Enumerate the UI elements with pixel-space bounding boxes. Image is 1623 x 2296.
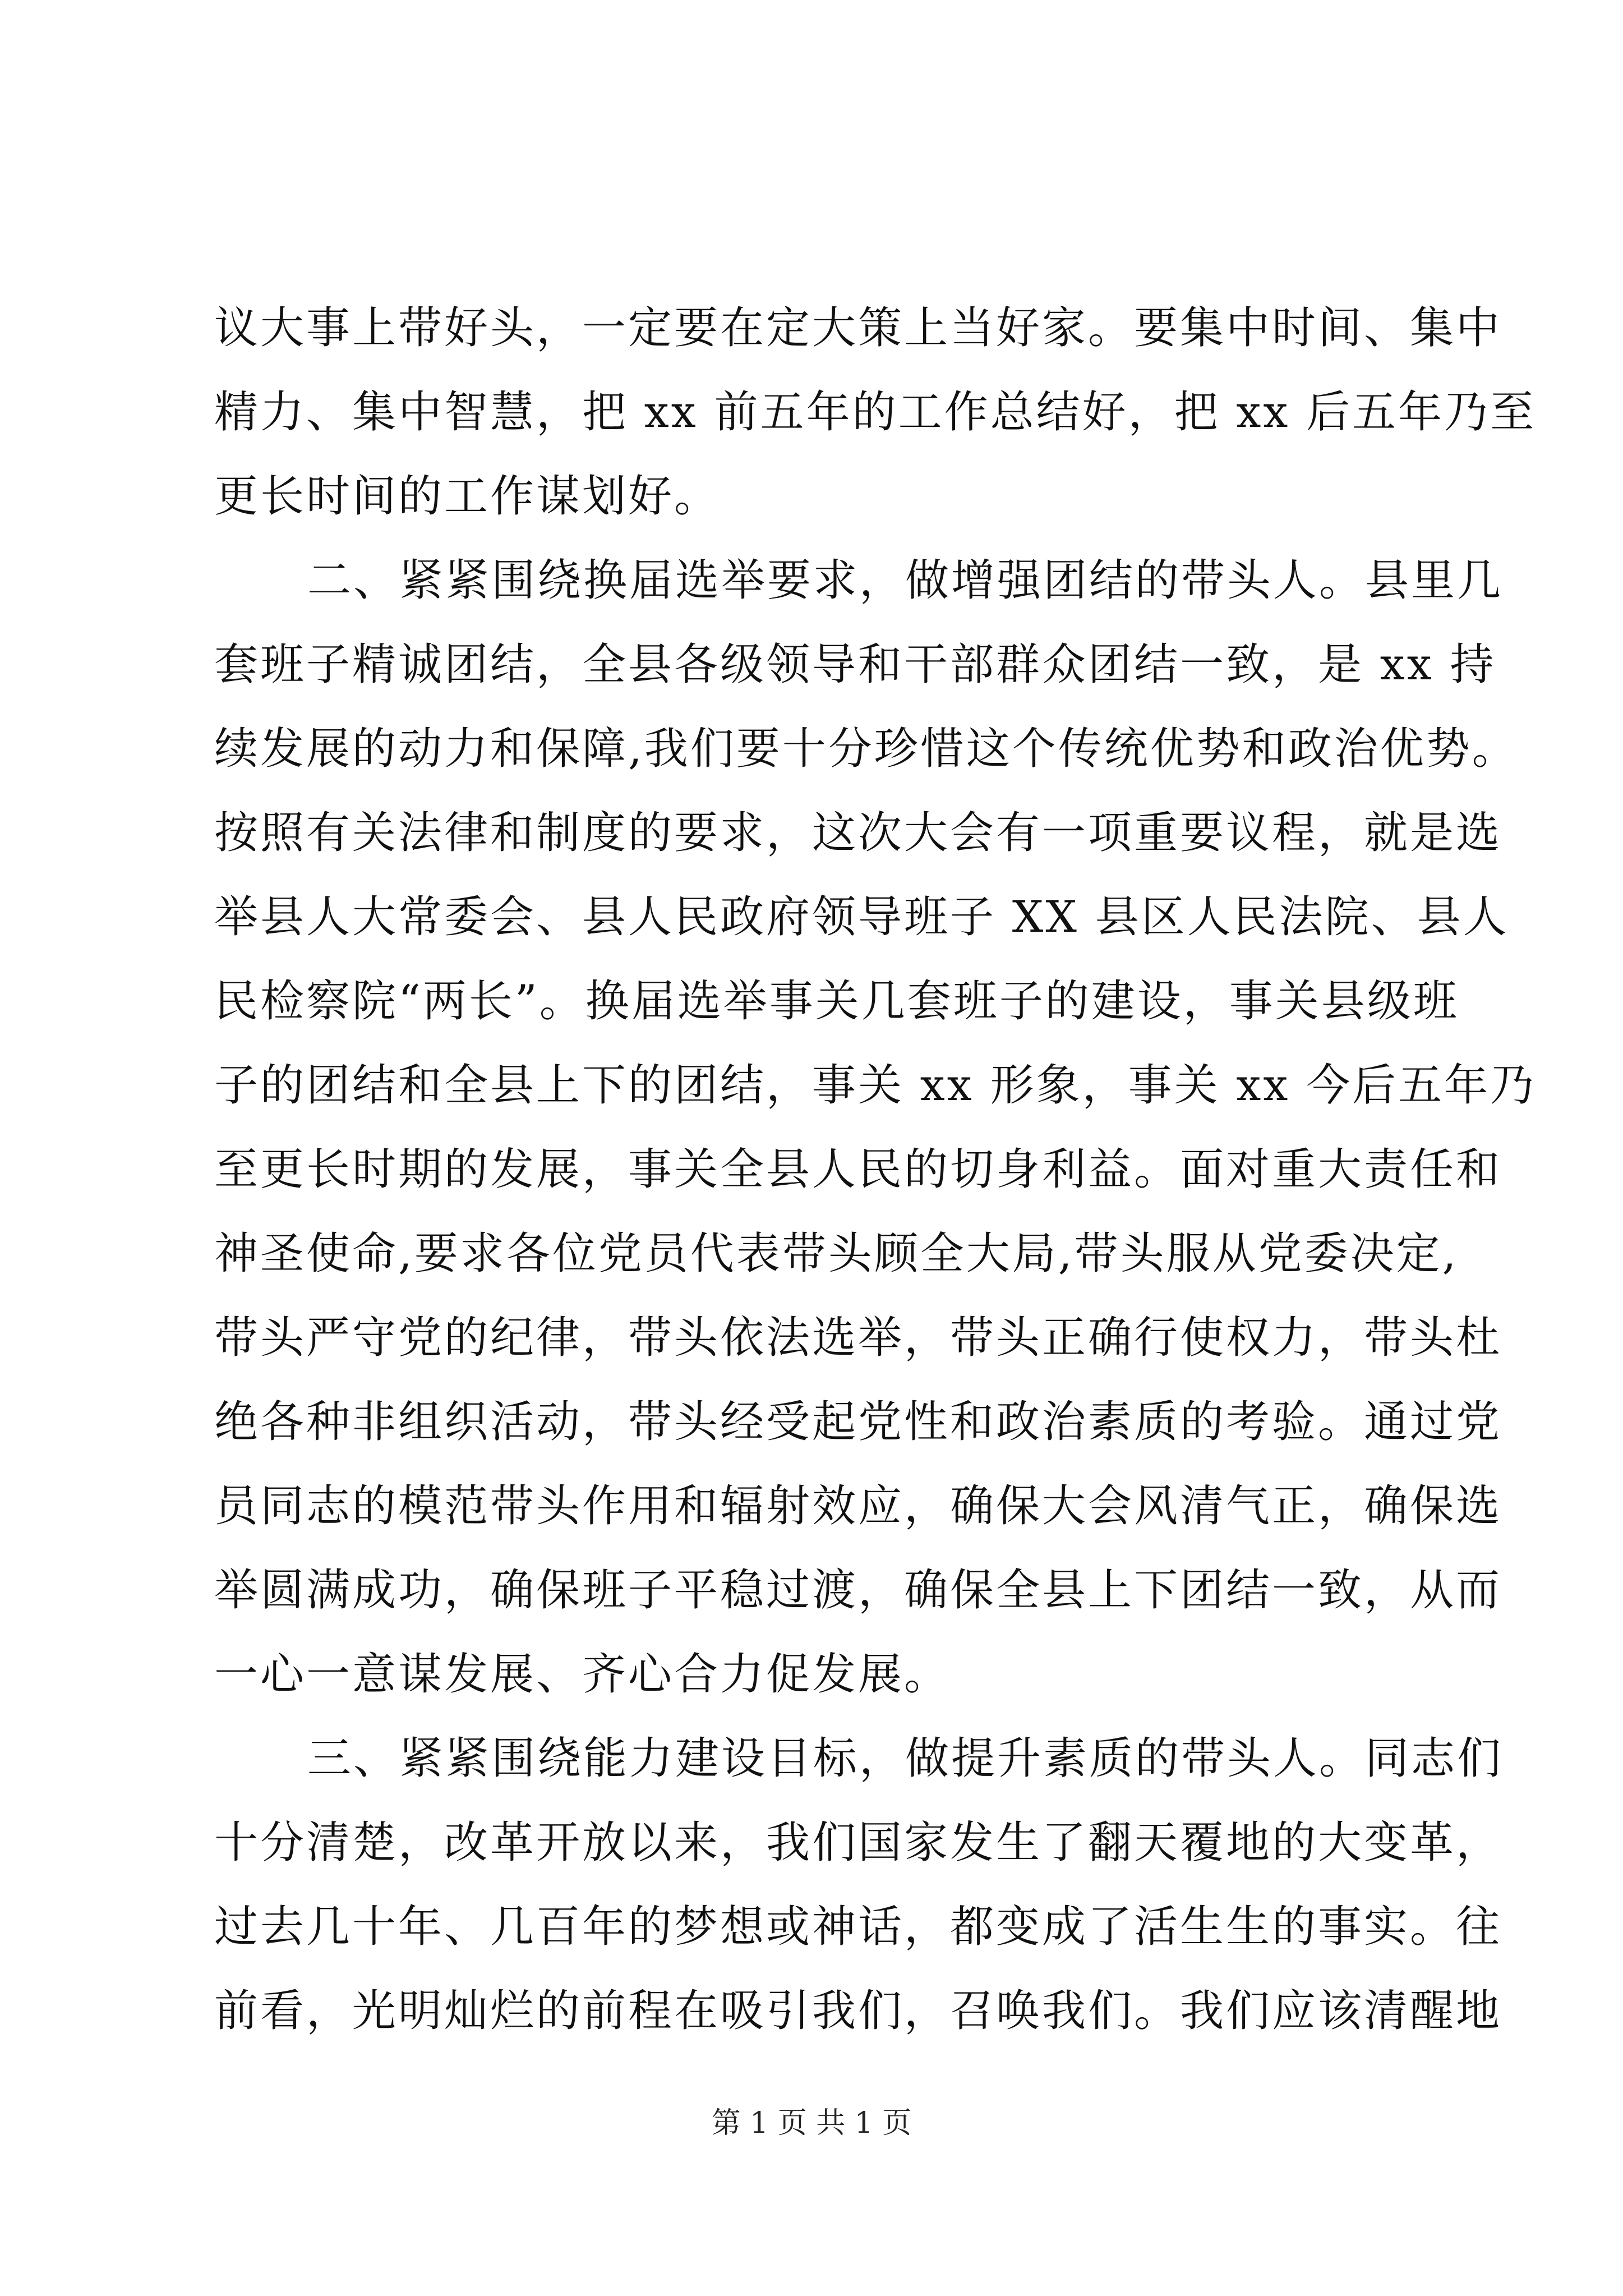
text-line: 过去几十年、几百年的梦想或神话，都变成了活生生的事实。往 [214,1902,1502,1952]
text-line: 十分清楚，改革开放以来，我们国家发生了翻天覆地的大变革， [214,1818,1502,1868]
text-line: 前看，光明灿烂的前程在吸引我们，召唤我们。我们应该清醒地 [214,1986,1502,2036]
page-footer: 第 1 页 共 1 页 [711,2106,912,2140]
text-line: 至更长时期的发展，事关全县人民的切身利益。面对重大责任和 [214,1144,1502,1195]
text-line: 子的团结和全县上下的团结，事关 xx 形象，事关 xx 今后五年乃 [214,1060,1537,1111]
text-line: 议大事上带好头，一定要在定大策上当好家。要集中时间、集中 [214,303,1502,353]
section-heading-line: 三、紧紧围绕能力建设目标，做提升素质的带头人。同志们 [307,1733,1504,1784]
section-heading-line: 二、紧紧围绕换届选举要求，做增强团结的带头人。县里几 [307,555,1504,606]
text-line: 更长时间的工作谋划好。 [214,471,721,522]
text-line: 员同志的模范带头作用和辐射效应，确保大会风清气正，确保选 [214,1481,1502,1531]
text-line: 举圆满成功，确保班子平稳过渡，确保全县上下团结一致，从而 [214,1565,1502,1616]
text-line: 举县人大常委会、县人民政府领导班子 XX 县区人民法院、县人 [214,892,1509,942]
text-line: 民检察院“两长”。换届选举事关几套班子的建设，事关县级班 [214,976,1459,1027]
text-line: 一心一意谋发展、齐心合力促发展。 [214,1649,951,1700]
text-line: 续发展的动力和保障,我们要十分珍惜这个传统优势和政治优势。 [214,724,1518,774]
text-line: 神圣使命,要求各位党员代表带头顾全大局,带头服从党委决定, [214,1228,1459,1279]
text-line: 绝各种非组织活动，带头经受起党性和政治素质的考验。通过党 [214,1397,1502,1447]
text-line: 按照有关法律和制度的要求，这次大会有一项重要议程，就是选 [214,808,1502,858]
text-line: 带头严守党的纪律，带头依法选举，带头正确行使权力，带头杜 [214,1313,1502,1363]
text-line: 套班子精诚团结，全县各级领导和干部群众团结一致，是 xx 持 [214,639,1496,690]
text-line: 精力、集中智慧，把 xx 前五年的工作总结好，把 xx 后五年乃至 [214,387,1537,438]
